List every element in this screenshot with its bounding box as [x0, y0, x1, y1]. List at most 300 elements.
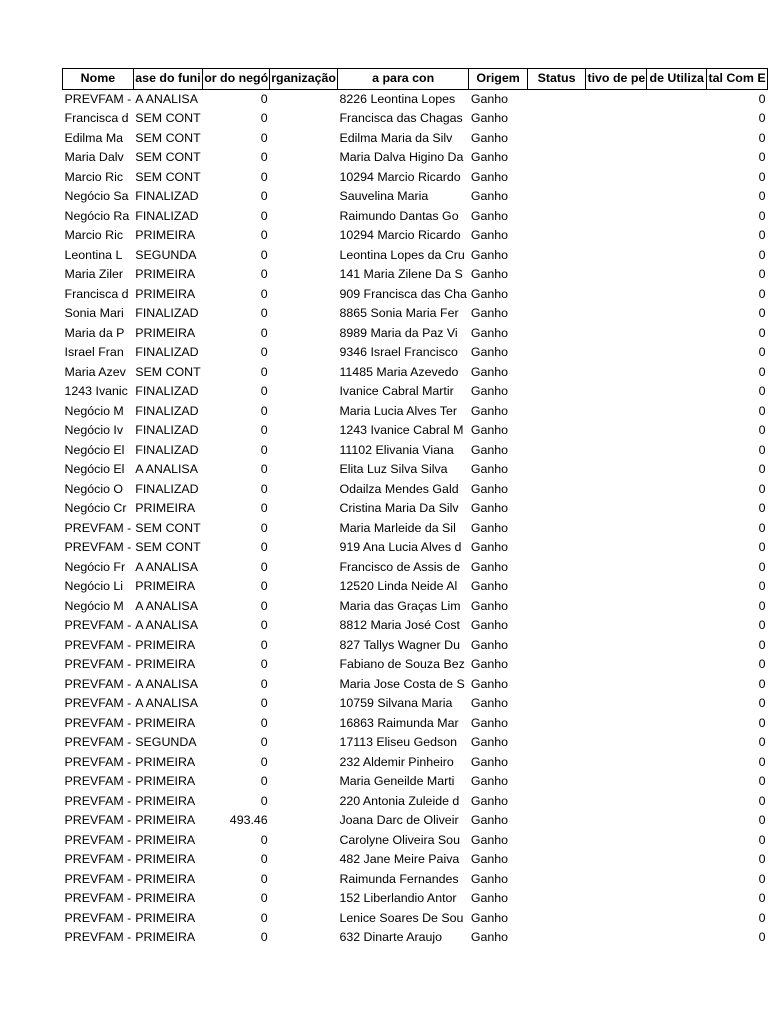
cell-nome[interactable]: PREVFAM -: [64, 910, 132, 925]
cell-utilizacao[interactable]: [647, 519, 707, 539]
cell-valor[interactable]: 0: [260, 618, 268, 632]
cell-valor[interactable]: 0: [260, 832, 268, 847]
cell-pessoa[interactable]: 11485 Maria Azevedo: [339, 364, 459, 379]
cell-total[interactable]: 0: [758, 403, 766, 418]
cell-nome[interactable]: PREVFAM -: [64, 891, 132, 905]
cell-utilizacao[interactable]: [647, 480, 707, 500]
cell-organizacao[interactable]: [270, 850, 338, 870]
cell-nome[interactable]: PREVFAM -: [64, 871, 132, 886]
cell-origem[interactable]: Ganho: [470, 618, 509, 632]
cell-utilizacao[interactable]: [647, 207, 707, 227]
cell-utilizacao[interactable]: [647, 382, 707, 402]
cell-total[interactable]: 0: [758, 111, 766, 125]
cell-origem[interactable]: Ganho: [470, 286, 509, 301]
cell-utilizacao[interactable]: [647, 304, 707, 324]
cell-valor[interactable]: 0: [260, 189, 268, 203]
cell-pessoa[interactable]: 10759 Silvana Maria: [339, 696, 453, 710]
cell-status[interactable]: [527, 363, 586, 383]
column-header-status[interactable]: Status: [527, 69, 586, 90]
cell-fase[interactable]: PRIMEIRA: [135, 657, 196, 671]
cell-total[interactable]: 0: [758, 559, 766, 574]
cell-status[interactable]: [527, 694, 586, 714]
cell-fase[interactable]: PRIMEIRA: [135, 228, 196, 242]
cell-valor[interactable]: 0: [260, 793, 268, 808]
cell-origem[interactable]: Ganho: [470, 754, 509, 769]
cell-pessoa[interactable]: Sauvelina Maria: [339, 189, 429, 203]
cell-origem[interactable]: Ganho: [470, 540, 509, 554]
cell-organizacao[interactable]: [270, 558, 338, 578]
cell-pessoa[interactable]: 17113 Eliseu Gedson: [339, 735, 458, 749]
cell-valor[interactable]: 0: [260, 540, 268, 554]
cell-total[interactable]: 0: [758, 325, 766, 340]
cell-utilizacao[interactable]: [647, 187, 707, 207]
cell-organizacao[interactable]: [270, 168, 338, 188]
cell-organizacao[interactable]: [270, 519, 338, 539]
column-header-motivo[interactable]: tivo de pe: [586, 69, 647, 90]
cell-origem[interactable]: Ganho: [470, 208, 509, 223]
cell-valor[interactable]: 0: [260, 442, 268, 457]
cell-motivo[interactable]: [586, 733, 647, 753]
cell-utilizacao[interactable]: [647, 343, 707, 363]
cell-utilizacao[interactable]: [647, 675, 707, 695]
cell-fase[interactable]: FINALIZAD: [135, 208, 199, 223]
cell-total[interactable]: 0: [758, 676, 766, 691]
cell-motivo[interactable]: [586, 519, 647, 539]
cell-pessoa[interactable]: 141 Maria Zilene Da S: [339, 267, 463, 281]
cell-status[interactable]: [527, 168, 586, 188]
cell-fase[interactable]: PRIMEIRA: [135, 286, 196, 301]
cell-utilizacao[interactable]: [647, 655, 707, 675]
cell-status[interactable]: [527, 831, 586, 851]
cell-status[interactable]: [527, 889, 586, 909]
cell-organizacao[interactable]: [270, 89, 338, 109]
cell-fase[interactable]: FINALIZAD: [135, 423, 199, 437]
cell-origem[interactable]: Ganho: [470, 579, 509, 593]
cell-total[interactable]: 0: [758, 423, 766, 437]
cell-fase[interactable]: SEM CONT: [135, 169, 201, 184]
cell-nome[interactable]: Negócio Fr: [64, 559, 126, 574]
cell-pessoa[interactable]: Joana Darc de Oliveir: [339, 813, 459, 827]
column-header-valor[interactable]: or do negó: [203, 69, 270, 90]
cell-nome[interactable]: Marcio Ric: [64, 169, 124, 184]
column-header-organizacao[interactable]: rganização: [270, 69, 338, 90]
cell-status[interactable]: [527, 148, 586, 168]
cell-utilizacao[interactable]: [647, 597, 707, 617]
cell-fase[interactable]: SEM CONT: [135, 111, 201, 125]
cell-pessoa[interactable]: Lenice Soares De Sou: [339, 910, 464, 925]
cell-nome[interactable]: PREVFAM -: [64, 852, 132, 866]
cell-pessoa[interactable]: 8989 Maria da Paz Vi: [339, 325, 458, 340]
cell-utilizacao[interactable]: [647, 889, 707, 909]
cell-nome[interactable]: PREVFAM -: [64, 676, 132, 691]
cell-nome[interactable]: Negócio M: [64, 598, 124, 613]
cell-motivo[interactable]: [586, 597, 647, 617]
cell-total[interactable]: 0: [758, 130, 766, 145]
cell-motivo[interactable]: [586, 499, 647, 519]
cell-utilizacao[interactable]: [647, 285, 707, 305]
cell-pessoa[interactable]: 10294 Marcio Ricardo: [339, 228, 461, 242]
cell-total[interactable]: 0: [758, 384, 766, 398]
cell-total[interactable]: 0: [758, 520, 766, 535]
cell-valor[interactable]: 0: [260, 345, 268, 359]
cell-motivo[interactable]: [586, 89, 647, 109]
cell-motivo[interactable]: [586, 850, 647, 870]
cell-nome[interactable]: PREVFAM -: [64, 91, 132, 106]
cell-utilizacao[interactable]: [647, 226, 707, 246]
cell-valor[interactable]: 0: [260, 891, 268, 905]
cell-fase[interactable]: FINALIZAD: [135, 442, 199, 457]
cell-total[interactable]: 0: [758, 696, 766, 710]
cell-pessoa[interactable]: Ivanice Cabral Martir: [339, 384, 454, 398]
cell-organizacao[interactable]: [270, 324, 338, 344]
cell-valor[interactable]: 0: [260, 150, 268, 164]
cell-fase[interactable]: PRIMEIRA: [135, 501, 196, 515]
cell-status[interactable]: [527, 538, 586, 558]
cell-origem[interactable]: Ganho: [470, 910, 509, 925]
cell-status[interactable]: [527, 655, 586, 675]
cell-pessoa[interactable]: 919 Ana Lucia Alves d: [339, 540, 462, 554]
cell-pessoa[interactable]: 632 Dinarte Araujo: [339, 930, 443, 944]
cell-total[interactable]: 0: [758, 345, 766, 359]
cell-pessoa[interactable]: Raimundo Dantas Go: [339, 208, 459, 223]
cell-nome[interactable]: Israel Fran: [64, 345, 124, 359]
cell-nome[interactable]: Francisca d: [64, 286, 129, 301]
cell-status[interactable]: [527, 850, 586, 870]
cell-total[interactable]: 0: [758, 286, 766, 301]
cell-organizacao[interactable]: [270, 577, 338, 597]
cell-motivo[interactable]: [586, 714, 647, 734]
cell-total[interactable]: 0: [758, 481, 766, 496]
cell-organizacao[interactable]: [270, 831, 338, 851]
cell-organizacao[interactable]: [270, 753, 338, 773]
cell-origem[interactable]: Ganho: [470, 715, 509, 730]
cell-fase[interactable]: FINALIZAD: [135, 345, 199, 359]
cell-fase[interactable]: PRIMEIRA: [135, 754, 196, 769]
cell-valor[interactable]: 0: [260, 676, 268, 691]
cell-organizacao[interactable]: [270, 441, 338, 461]
cell-fase[interactable]: A ANALISA: [135, 559, 198, 574]
cell-fase[interactable]: FINALIZAD: [135, 403, 199, 418]
cell-total[interactable]: 0: [758, 150, 766, 164]
column-header-utilizacao[interactable]: de Utiliza: [647, 69, 707, 90]
cell-fase[interactable]: PRIMEIRA: [135, 852, 196, 866]
cell-status[interactable]: [527, 772, 586, 792]
cell-total[interactable]: 0: [758, 189, 766, 203]
cell-origem[interactable]: Ganho: [470, 91, 509, 106]
cell-fase[interactable]: PRIMEIRA: [135, 910, 196, 925]
cell-nome[interactable]: Negócio El: [64, 442, 125, 457]
cell-utilizacao[interactable]: [647, 460, 707, 480]
cell-organizacao[interactable]: [270, 597, 338, 617]
cell-valor[interactable]: 0: [260, 637, 268, 652]
cell-utilizacao[interactable]: [647, 89, 707, 109]
cell-status[interactable]: [527, 402, 586, 422]
cell-nome[interactable]: PREVFAM -: [64, 715, 132, 730]
cell-organizacao[interactable]: [270, 928, 338, 948]
cell-motivo[interactable]: [586, 753, 647, 773]
cell-organizacao[interactable]: [270, 109, 338, 129]
cell-total[interactable]: 0: [758, 306, 766, 320]
cell-motivo[interactable]: [586, 265, 647, 285]
cell-organizacao[interactable]: [270, 421, 338, 441]
cell-organizacao[interactable]: [270, 772, 338, 792]
cell-utilizacao[interactable]: [647, 831, 707, 851]
cell-total[interactable]: 0: [758, 813, 766, 827]
cell-nome[interactable]: PREVFAM -: [64, 754, 132, 769]
cell-status[interactable]: [527, 714, 586, 734]
cell-utilizacao[interactable]: [647, 129, 707, 149]
cell-status[interactable]: [527, 636, 586, 656]
column-header-total[interactable]: tal Com E: [707, 69, 768, 90]
cell-status[interactable]: [527, 109, 586, 129]
cell-organizacao[interactable]: [270, 655, 338, 675]
cell-status[interactable]: [527, 129, 586, 149]
cell-utilizacao[interactable]: [647, 753, 707, 773]
cell-nome[interactable]: Sonia Mari: [64, 306, 124, 320]
cell-fase[interactable]: SEM CONT: [135, 150, 201, 164]
cell-status[interactable]: [527, 89, 586, 109]
cell-utilizacao[interactable]: [647, 324, 707, 344]
cell-organizacao[interactable]: [270, 246, 338, 266]
cell-fase[interactable]: PRIMEIRA: [135, 579, 196, 593]
cell-nome[interactable]: PREVFAM -: [64, 930, 132, 944]
cell-organizacao[interactable]: [270, 460, 338, 480]
cell-motivo[interactable]: [586, 148, 647, 168]
cell-status[interactable]: [527, 519, 586, 539]
cell-origem[interactable]: Ganho: [470, 520, 509, 535]
cell-status[interactable]: [527, 187, 586, 207]
cell-valor[interactable]: 0: [260, 228, 268, 242]
cell-motivo[interactable]: [586, 246, 647, 266]
cell-motivo[interactable]: [586, 675, 647, 695]
cell-origem[interactable]: Ganho: [470, 247, 509, 262]
cell-pessoa[interactable]: 8865 Sonia Maria Fer: [339, 306, 459, 320]
cell-valor[interactable]: 493.46: [229, 813, 268, 827]
cell-valor[interactable]: 0: [260, 579, 268, 593]
cell-nome[interactable]: Maria Dalv: [64, 150, 124, 164]
cell-origem[interactable]: Ganho: [470, 189, 509, 203]
cell-nome[interactable]: Negócio Iv: [64, 423, 124, 437]
cell-total[interactable]: 0: [758, 579, 766, 593]
cell-utilizacao[interactable]: [647, 538, 707, 558]
cell-nome[interactable]: Marcio Ric: [64, 228, 124, 242]
cell-organizacao[interactable]: [270, 129, 338, 149]
cell-organizacao[interactable]: [270, 226, 338, 246]
cell-fase[interactable]: A ANALISA: [135, 676, 198, 691]
cell-utilizacao[interactable]: [647, 870, 707, 890]
cell-valor[interactable]: 0: [260, 130, 268, 145]
cell-origem[interactable]: Ganho: [470, 403, 509, 418]
cell-fase[interactable]: FINALIZAD: [135, 189, 199, 203]
cell-utilizacao[interactable]: [647, 694, 707, 714]
cell-nome[interactable]: PREVFAM -: [64, 618, 132, 632]
cell-pessoa[interactable]: 10294 Marcio Ricardo: [339, 169, 461, 184]
cell-motivo[interactable]: [586, 616, 647, 636]
cell-status[interactable]: [527, 792, 586, 812]
cell-total[interactable]: 0: [758, 267, 766, 281]
column-header-origem[interactable]: Origem: [469, 69, 527, 90]
cell-organizacao[interactable]: [270, 538, 338, 558]
cell-valor[interactable]: 0: [260, 501, 268, 515]
cell-origem[interactable]: Ganho: [470, 735, 509, 749]
cell-utilizacao[interactable]: [647, 928, 707, 948]
cell-organizacao[interactable]: [270, 714, 338, 734]
cell-fase[interactable]: PRIMEIRA: [135, 267, 196, 281]
cell-valor[interactable]: 0: [260, 364, 268, 379]
cell-nome[interactable]: PREVFAM -: [64, 774, 132, 788]
cell-origem[interactable]: Ganho: [470, 150, 509, 164]
cell-total[interactable]: 0: [758, 364, 766, 379]
cell-pessoa[interactable]: 909 Francisca das Cha: [339, 286, 467, 301]
cell-motivo[interactable]: [586, 363, 647, 383]
cell-organizacao[interactable]: [270, 675, 338, 695]
cell-status[interactable]: [527, 265, 586, 285]
cell-motivo[interactable]: [586, 304, 647, 324]
cell-origem[interactable]: Ganho: [470, 384, 509, 398]
cell-valor[interactable]: 0: [260, 559, 268, 574]
cell-valor[interactable]: 0: [260, 306, 268, 320]
cell-origem[interactable]: Ganho: [470, 228, 509, 242]
cell-organizacao[interactable]: [270, 343, 338, 363]
cell-origem[interactable]: Ganho: [470, 891, 509, 905]
cell-status[interactable]: [527, 480, 586, 500]
cell-status[interactable]: [527, 441, 586, 461]
cell-pessoa[interactable]: 11102 Elivania Viana: [339, 442, 454, 457]
cell-status[interactable]: [527, 577, 586, 597]
cell-fase[interactable]: SEM CONT: [135, 520, 201, 535]
cell-total[interactable]: 0: [758, 501, 766, 515]
cell-motivo[interactable]: [586, 421, 647, 441]
cell-origem[interactable]: Ganho: [470, 774, 509, 788]
cell-status[interactable]: [527, 304, 586, 324]
cell-origem[interactable]: Ganho: [470, 306, 509, 320]
cell-origem[interactable]: Ganho: [470, 871, 509, 886]
cell-motivo[interactable]: [586, 655, 647, 675]
cell-nome[interactable]: PREVFAM -: [64, 793, 132, 808]
cell-origem[interactable]: Ganho: [470, 559, 509, 574]
cell-valor[interactable]: 0: [260, 715, 268, 730]
cell-origem[interactable]: Ganho: [470, 813, 509, 827]
cell-nome[interactable]: Negócio El: [64, 462, 125, 476]
cell-total[interactable]: 0: [758, 793, 766, 808]
cell-status[interactable]: [527, 597, 586, 617]
cell-utilizacao[interactable]: [647, 616, 707, 636]
cell-organizacao[interactable]: [270, 402, 338, 422]
cell-nome[interactable]: PREVFAM -: [64, 657, 132, 671]
cell-pessoa[interactable]: 827 Tallys Wagner Du: [339, 637, 460, 652]
cell-organizacao[interactable]: [270, 811, 338, 831]
cell-total[interactable]: 0: [758, 91, 766, 106]
cell-pessoa[interactable]: Maria das Graças Lim: [339, 598, 461, 613]
cell-utilizacao[interactable]: [647, 265, 707, 285]
cell-motivo[interactable]: [586, 226, 647, 246]
cell-valor[interactable]: 0: [260, 852, 268, 866]
cell-origem[interactable]: Ganho: [470, 423, 509, 437]
cell-pessoa[interactable]: Raimunda Fernandes: [339, 871, 459, 886]
cell-status[interactable]: [527, 382, 586, 402]
cell-valor[interactable]: 0: [260, 403, 268, 418]
cell-total[interactable]: 0: [758, 735, 766, 749]
cell-fase[interactable]: PRIMEIRA: [135, 813, 196, 827]
cell-status[interactable]: [527, 246, 586, 266]
cell-total[interactable]: 0: [758, 657, 766, 671]
cell-total[interactable]: 0: [758, 910, 766, 925]
cell-fase[interactable]: FINALIZAD: [135, 306, 199, 320]
cell-motivo[interactable]: [586, 441, 647, 461]
cell-origem[interactable]: Ganho: [470, 169, 509, 184]
cell-organizacao[interactable]: [270, 694, 338, 714]
cell-organizacao[interactable]: [270, 889, 338, 909]
column-header-nome[interactable]: Nome: [63, 69, 134, 90]
cell-utilizacao[interactable]: [647, 577, 707, 597]
cell-pessoa[interactable]: 232 Aldemir Pinheiro: [339, 754, 454, 769]
cell-utilizacao[interactable]: [647, 109, 707, 129]
cell-valor[interactable]: 0: [260, 462, 268, 476]
cell-utilizacao[interactable]: [647, 558, 707, 578]
cell-organizacao[interactable]: [270, 265, 338, 285]
cell-pessoa[interactable]: 152 Liberlandio Antor: [339, 891, 457, 905]
cell-total[interactable]: 0: [758, 754, 766, 769]
cell-origem[interactable]: Ganho: [470, 364, 509, 379]
cell-total[interactable]: 0: [758, 891, 766, 905]
cell-motivo[interactable]: [586, 207, 647, 227]
cell-fase[interactable]: PRIMEIRA: [135, 832, 196, 847]
cell-valor[interactable]: 0: [260, 91, 268, 106]
cell-valor[interactable]: 0: [260, 481, 268, 496]
cell-fase[interactable]: PRIMEIRA: [135, 930, 196, 944]
cell-utilizacao[interactable]: [647, 441, 707, 461]
cell-nome[interactable]: PREVFAM -: [64, 637, 132, 652]
cell-pessoa[interactable]: Leontina Lopes da Cru: [339, 247, 465, 262]
cell-status[interactable]: [527, 928, 586, 948]
cell-utilizacao[interactable]: [647, 733, 707, 753]
cell-organizacao[interactable]: [270, 636, 338, 656]
cell-total[interactable]: 0: [758, 442, 766, 457]
cell-pessoa[interactable]: Maria Marleide da Sil: [339, 520, 456, 535]
cell-fase[interactable]: SEM CONT: [135, 540, 201, 554]
cell-fase[interactable]: SEM CONT: [135, 364, 201, 379]
cell-organizacao[interactable]: [270, 148, 338, 168]
cell-total[interactable]: 0: [758, 637, 766, 652]
cell-motivo[interactable]: [586, 577, 647, 597]
cell-pessoa[interactable]: Fabiano de Souza Bez: [339, 657, 465, 671]
cell-valor[interactable]: 0: [260, 598, 268, 613]
cell-total[interactable]: 0: [758, 540, 766, 554]
cell-pessoa[interactable]: 16863 Raimunda Mar: [339, 715, 459, 730]
cell-nome[interactable]: Leontina L: [64, 247, 123, 262]
cell-nome[interactable]: 1243 Ivanic: [64, 384, 128, 398]
cell-organizacao[interactable]: [270, 499, 338, 519]
cell-status[interactable]: [527, 753, 586, 773]
cell-pessoa[interactable]: Francisca das Chagas: [339, 111, 463, 125]
cell-status[interactable]: [527, 460, 586, 480]
cell-valor[interactable]: 0: [260, 696, 268, 710]
cell-pessoa[interactable]: 12520 Linda Neide Al: [339, 579, 458, 593]
cell-status[interactable]: [527, 226, 586, 246]
cell-nome[interactable]: Edilma Ma: [64, 130, 124, 145]
cell-utilizacao[interactable]: [647, 811, 707, 831]
cell-total[interactable]: 0: [758, 930, 766, 944]
cell-status[interactable]: [527, 909, 586, 929]
cell-fase[interactable]: A ANALISA: [135, 618, 198, 632]
cell-motivo[interactable]: [586, 870, 647, 890]
cell-organizacao[interactable]: [270, 382, 338, 402]
cell-organizacao[interactable]: [270, 909, 338, 929]
cell-status[interactable]: [527, 870, 586, 890]
cell-motivo[interactable]: [586, 343, 647, 363]
cell-organizacao[interactable]: [270, 285, 338, 305]
cell-organizacao[interactable]: [270, 870, 338, 890]
